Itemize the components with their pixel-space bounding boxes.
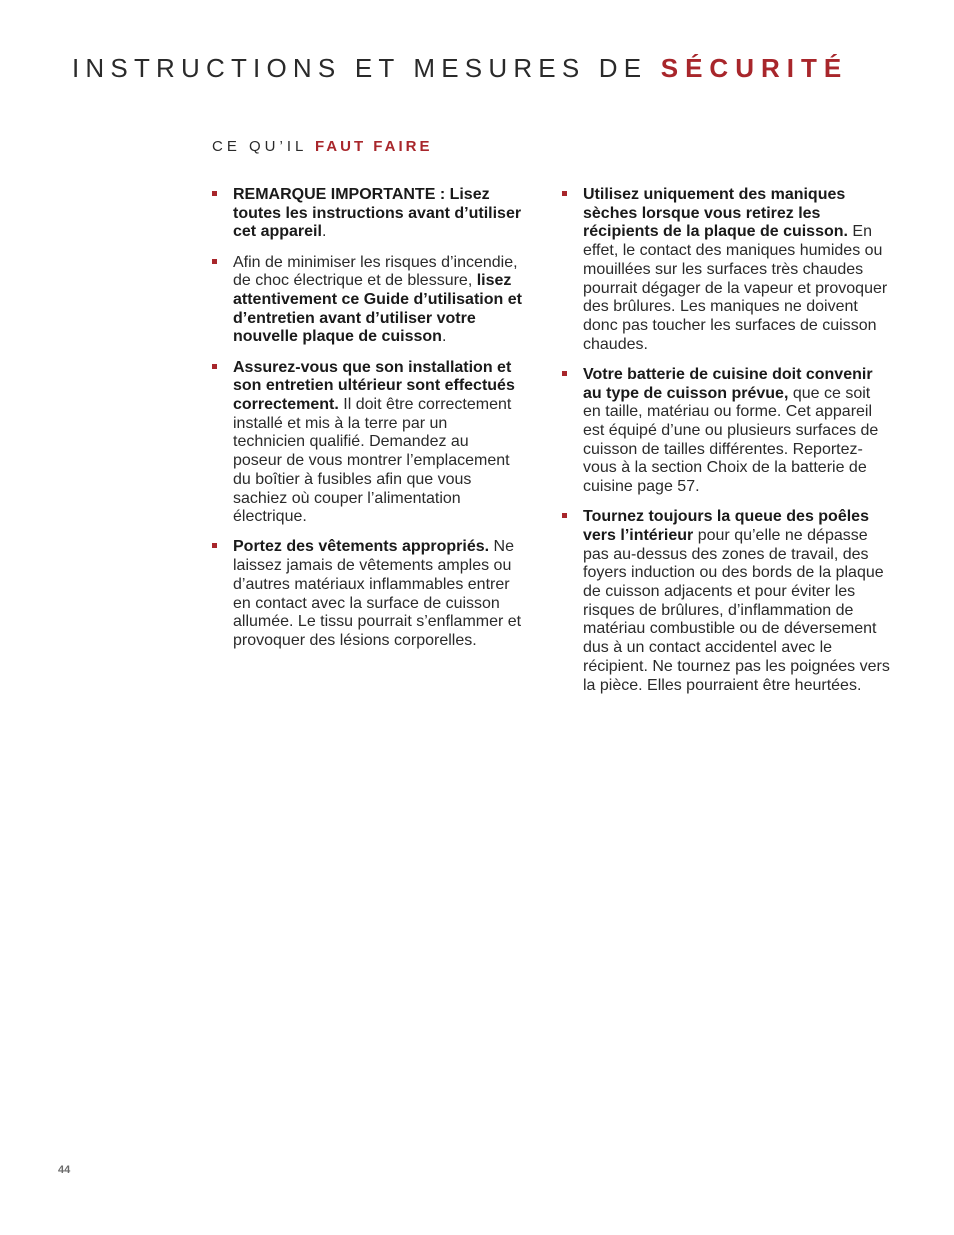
list-item [212,359,522,527]
item-bold-text: Portez des vêtements appropriés. [233,538,490,556]
square-bullet-icon [562,371,567,376]
item-text: Il doit être correctement installé et mis à la terre par un technicien qualifié. Demandez au poseur de vous montrer l’emplacement du boîtier à fusibles afin que vous sachiez où couper l’alimentation électrique. [233,396,512,526]
square-bullet-icon [212,364,217,369]
item-bold-text: REMARQUE IMPORTANTE : Lisez toutes les instructions avant d’utiliser cet appareil [233,186,522,241]
square-bullet-icon [562,513,567,518]
item-text: Ne laissez jamais de vêtements amples ou d’autres matériaux inflammables entrer en contact avec la surface de cuisson allumée. Le tissu pourrait s’enflammer et provoquer des lésions corporelles. [233,538,522,649]
list-item [562,366,892,497]
left-column [212,186,522,662]
item-text: que ce soit en taille, matériau ou forme. Cet appareil est équipé d’une ou plusieurs surfaces de cuisson de tailles différentes. Reportez-vous à la section Choix de la batterie de cuisine page 57. [583,384,879,496]
list-item [562,186,892,354]
page-title-normal: INSTRUCTIONS ET MESURES DE [72,53,661,84]
item-lead-text: Afin de minimiser les risques d’incendie, de choc électrique et de blessure, [233,253,518,290]
right-column [562,186,892,707]
list-item [212,538,522,650]
square-bullet-icon [212,191,217,196]
page-title [72,53,848,84]
item-bold-text: Votre batterie de cuisine doit convenir au type de cuisson prévue, [583,365,873,402]
item-bold-text: Assurez-vous que son installation et son entretien ultérieur sont effectués correctement. [233,358,515,414]
section-heading [212,138,432,155]
item-text: En effet, le contact des maniques humides ou mouillées sur les surfaces très chaudes pourrait dégager de la vapeur et provoquer des brûlures. Les maniques ne doivent donc pas toucher les surfaces de cuisson chaudes. [583,223,888,353]
square-bullet-icon [212,259,217,264]
list-item [562,508,892,695]
item-text: pour qu’elle ne dépasse pas au-dessus des zones de travail, des foyers induction ou des bords de la plaque de cuisson adjacents et pour éviter les risques de brûlures, d’inflammation de matériau combustible ou de déversement dus à un contact accidentel avec le récipient. Ne tournez pas les poignées vers la pièce. Elles pourraient être heurtées. [583,526,890,694]
left-bullet-list [212,186,522,651]
item-bold-text: lisez attentivement ce Guide d’utilisation et d’entretien avant d’utiliser votre nouvelle plaque de cuisson [233,272,522,346]
square-bullet-icon [562,191,567,196]
square-bullet-icon [212,543,217,548]
section-heading-accent: FAUT FAIRE [314,138,433,155]
item-text: . [321,223,327,241]
section-heading-normal: CE QU’IL [212,138,315,155]
page-title-accent: SÉCURITÉ [660,53,849,84]
item-text: . [441,328,447,346]
page-number: 44 [58,1164,71,1176]
list-item [212,254,522,348]
item-bold-text: Utilisez uniquement des maniques sèches lorsque vous retirez les récipients de la plaque de cuisson. [583,186,848,241]
list-item [212,186,522,242]
item-bold-text: Tournez toujours la queue des poêles vers l’intérieur [583,508,869,544]
right-bullet-list [562,186,892,695]
